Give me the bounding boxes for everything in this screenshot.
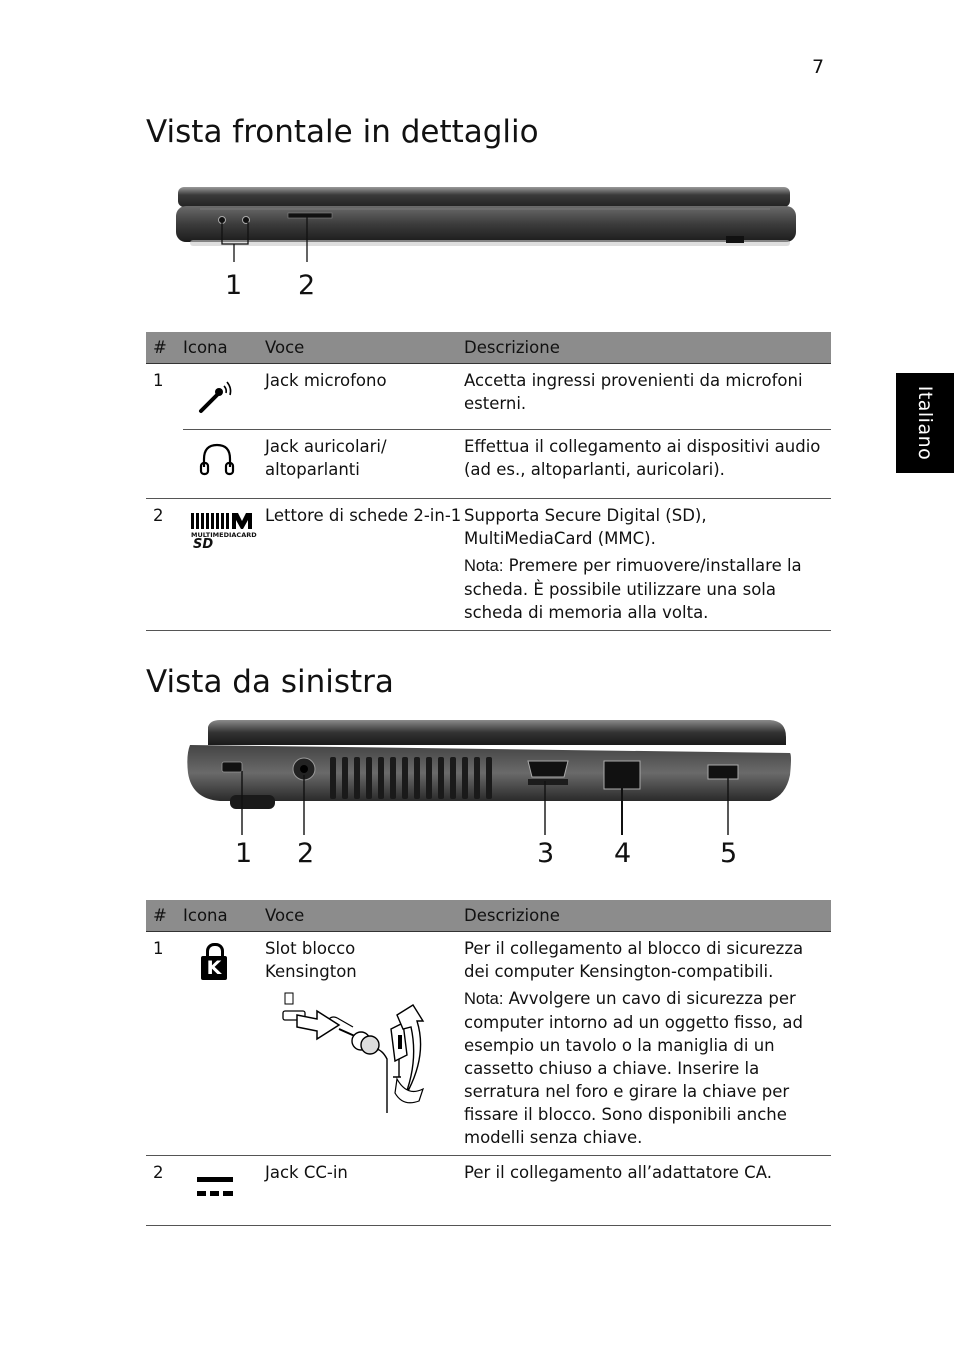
kensington-lock-diagram bbox=[273, 989, 443, 1114]
mmc-logo-text: MULTIMEDIACARD bbox=[191, 530, 257, 539]
row-number: 2 bbox=[146, 1156, 183, 1226]
row-description: Accetta ingressi provenienti da microfoni esterni. bbox=[464, 371, 803, 413]
col-header-num: # bbox=[146, 900, 183, 932]
row-item: Jack CC-in bbox=[265, 1156, 464, 1226]
callout-5: 5 bbox=[720, 838, 738, 869]
table-row bbox=[146, 1156, 831, 1226]
row-number: 2 bbox=[146, 498, 183, 630]
row-description: Supporta Secure Digital (SD), MultiMediaCard (MMC). bbox=[464, 505, 707, 548]
callout-1: 1 bbox=[225, 270, 243, 301]
table-row bbox=[146, 364, 831, 430]
table-row bbox=[146, 498, 831, 630]
table-row bbox=[146, 430, 831, 499]
row-description: Per il collegamento all’adattatore CA. bbox=[464, 1156, 831, 1226]
col-header-desc: Descrizione bbox=[464, 332, 831, 364]
section-title-left: Vista da sinistra bbox=[146, 664, 394, 700]
headphones-icon bbox=[197, 439, 237, 479]
kensington-lock-icon bbox=[199, 943, 229, 983]
row-item: Slot blocco Kensington bbox=[265, 939, 357, 981]
kensington-k-label: K bbox=[201, 956, 227, 980]
laptop-front-illustration bbox=[170, 182, 810, 262]
left-ports-table bbox=[146, 900, 831, 1226]
col-header-num: # bbox=[146, 332, 183, 364]
language-tab-label: Italiano bbox=[914, 385, 936, 461]
table-header-row bbox=[146, 332, 831, 364]
col-header-desc: Descrizione bbox=[464, 900, 831, 932]
col-header-icon: Icona bbox=[183, 332, 265, 364]
row-number: 1 bbox=[146, 932, 183, 1156]
table-row bbox=[146, 932, 831, 1156]
callout-3: 3 bbox=[537, 838, 555, 869]
row-note bbox=[464, 987, 831, 1149]
row-item: Lettore di schede 2-in-1 bbox=[265, 498, 464, 630]
page-number: 7 bbox=[812, 56, 825, 78]
note-text: Premere per rimuovere/installare la scheda. È possibile utilizzare una sola scheda di memoria alla volta. bbox=[464, 555, 802, 622]
col-header-item: Voce bbox=[265, 900, 464, 932]
callout-2: 2 bbox=[297, 838, 315, 869]
table-header-row bbox=[146, 900, 831, 932]
language-tab bbox=[896, 373, 954, 473]
note-label: Nota: bbox=[464, 556, 504, 575]
mmc-logo-icon bbox=[191, 511, 253, 531]
note-label: Nota: bbox=[464, 990, 504, 1008]
note-text: Avvolgere un cavo di sicurezza per computer intorno ad un oggetto fisso, ad esempio un tavolo o la maniglia di un cassetto chiuso a chiave. Inserire la serratura nel foro e girare la chiave per fissare il blocco. Sono disponibili anche modelli senza chiave. bbox=[464, 989, 803, 1147]
callout-1: 1 bbox=[235, 838, 253, 869]
col-header-item: Voce bbox=[265, 332, 464, 364]
row-note bbox=[464, 554, 831, 624]
callout-2: 2 bbox=[298, 270, 316, 301]
card-reader-icon bbox=[191, 511, 255, 551]
callout-4: 4 bbox=[614, 838, 632, 869]
row-description: Per il collegamento al blocco di sicurezza dei computer Kensington-compatibili. bbox=[464, 939, 804, 981]
row-description: Effettua il collegamento ai dispositivi audio (ad es., altoparlanti, auricolari). bbox=[464, 430, 831, 499]
microphone-icon bbox=[195, 377, 235, 417]
front-ports-table bbox=[146, 332, 831, 631]
laptop-left-illustration bbox=[180, 715, 800, 840]
dc-in-icon bbox=[195, 1175, 235, 1199]
row-item: Jack microfono bbox=[265, 371, 387, 390]
row-item: Jack auricolari/ altoparlanti bbox=[265, 430, 464, 499]
section-title-front: Vista frontale in dettaglio bbox=[146, 114, 539, 150]
row-number bbox=[146, 430, 183, 499]
sd-logo-text: SD bbox=[193, 536, 214, 552]
col-header-icon: Icona bbox=[183, 900, 265, 932]
row-number: 1 bbox=[153, 371, 164, 390]
